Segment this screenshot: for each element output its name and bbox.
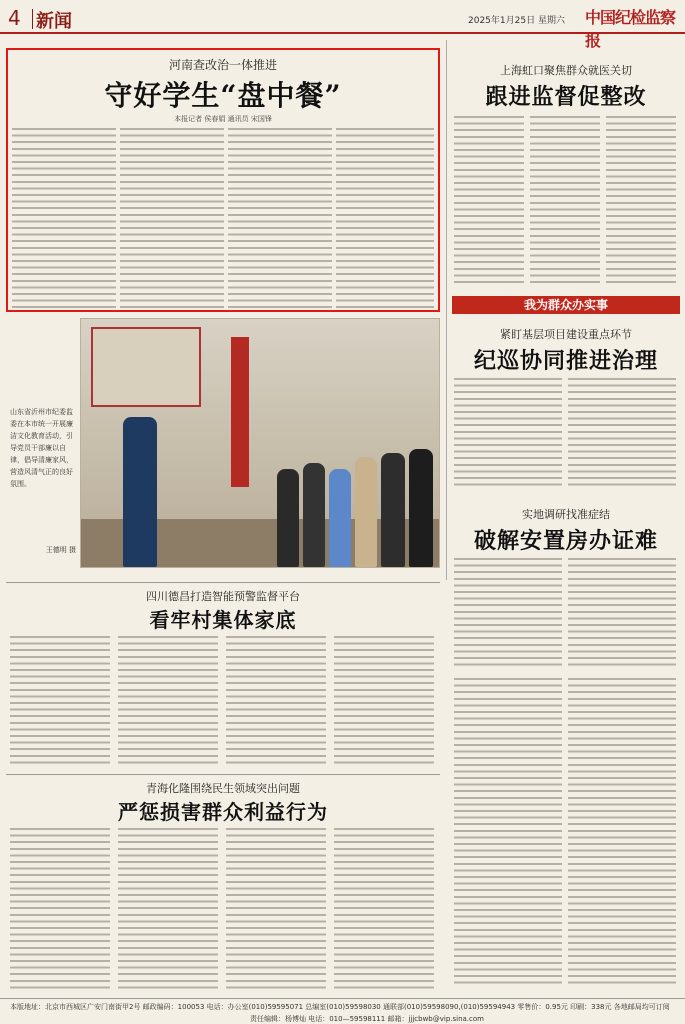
article-hubei[interactable]	[452, 320, 680, 490]
exhibit-panel	[91, 327, 201, 407]
article-shanghai-col-1	[454, 116, 524, 286]
article-housing-headline[interactable]: 破解安置房办证难	[473, 528, 658, 554]
article-hubei-headline[interactable]: 纪巡协同推进治理	[473, 348, 658, 374]
article-housing[interactable]	[452, 494, 680, 672]
visitor-figure	[303, 463, 325, 567]
visitor-figure	[329, 469, 351, 567]
article-housing-col-1	[454, 558, 562, 670]
article-sichuan-col-3	[226, 636, 326, 768]
article-shanghai-kicker: 上海虹口聚焦群众就医关切	[500, 64, 632, 77]
article-housing-continued	[452, 678, 680, 990]
article-main-col-4	[336, 128, 434, 308]
article-sichuan-col-2	[118, 636, 218, 768]
visitor-figure	[277, 469, 299, 567]
article-main[interactable]	[6, 48, 440, 312]
article-shanghai-headline[interactable]: 跟进监督促整改	[485, 84, 647, 110]
article-shanghai-col-3	[606, 116, 676, 286]
photo-block	[6, 318, 440, 568]
article-qinghai-kicker: 青海化隆围绕民生领域突出问题	[146, 782, 300, 795]
article-hubei-col-1	[454, 378, 562, 488]
article-qinghai-col-3	[226, 828, 326, 990]
article-shanghai[interactable]	[452, 48, 680, 288]
article-sichuan-col-4	[334, 636, 434, 768]
guide-figure	[123, 417, 157, 567]
article-shanghai-col-2	[530, 116, 600, 286]
column-banner: 我为群众办实事	[452, 296, 680, 314]
article-main-col-2	[120, 128, 224, 308]
article-qinghai-headline[interactable]: 严惩损害群众利益行为	[118, 800, 328, 824]
article-sichuan[interactable]	[6, 586, 440, 772]
article-qinghai[interactable]	[6, 778, 440, 994]
article-main-byline: 本报记者 侯春娟 通讯员 宋国锋	[174, 115, 272, 123]
article-main-col-3	[228, 128, 332, 308]
article-sichuan-headline[interactable]: 看牢村集体家底	[149, 608, 297, 632]
article-qinghai-col-2	[118, 828, 218, 990]
article-main-kicker: 河南查改治一体推进	[168, 58, 277, 72]
paper-name: 中国纪检监察报	[585, 8, 676, 50]
column-divider	[446, 40, 447, 580]
masthead	[0, 0, 685, 50]
continued-col-1	[454, 678, 562, 988]
article-sichuan-col-1	[10, 636, 110, 768]
section-rule	[6, 582, 440, 583]
exhibit-banner	[231, 337, 249, 487]
continued-col-2	[568, 678, 676, 988]
page-footer	[0, 998, 685, 1024]
news-photo	[80, 318, 440, 568]
visitor-figure	[409, 449, 433, 567]
article-hubei-kicker: 紧盯基层项目建设重点环节	[500, 328, 632, 341]
section-rule	[6, 774, 440, 775]
section-divider	[32, 9, 33, 29]
article-sichuan-kicker: 四川德昌打造智能预警监督平台	[146, 590, 300, 603]
visitor-figure	[355, 457, 377, 567]
article-main-headline[interactable]: 守好学生“盘中餐”	[104, 79, 342, 112]
article-housing-kicker: 实地调研找准症结	[522, 508, 610, 521]
section-title: 新闻	[36, 11, 72, 32]
photo-credit: 王德明 摄	[45, 546, 76, 554]
footer-address: 本版地址：北京市西城区广安门南街甲2号 邮政编码：100053 电话：办公室(010)59595071 总编室(010)59598030 通联部(010)59598090,(010)59594943 零售价：0.95元 印刷：338元 各地邮局均可订阅	[10, 1003, 670, 1011]
article-qinghai-col-1	[10, 828, 110, 990]
photo-caption: 山东省沂州市纪委监委在本市统一开展廉洁文化教育活动，引导党员干部廉以自律，倡导清廉家风，营造风清气正的良好氛围。	[10, 408, 73, 488]
article-qinghai-col-4	[334, 828, 434, 990]
article-main-col-1	[12, 128, 116, 308]
issue-date: 2025年1月25日 星期六	[468, 16, 565, 26]
visitor-figure	[381, 453, 405, 567]
article-hubei-col-2	[568, 378, 676, 488]
article-housing-col-2	[568, 558, 676, 670]
footer-editor: 责任编辑：杨博灿 电话：010—59598111 邮箱：jjjcbwb@vip.sina.com	[250, 1015, 484, 1023]
page-number: 4	[8, 6, 21, 30]
